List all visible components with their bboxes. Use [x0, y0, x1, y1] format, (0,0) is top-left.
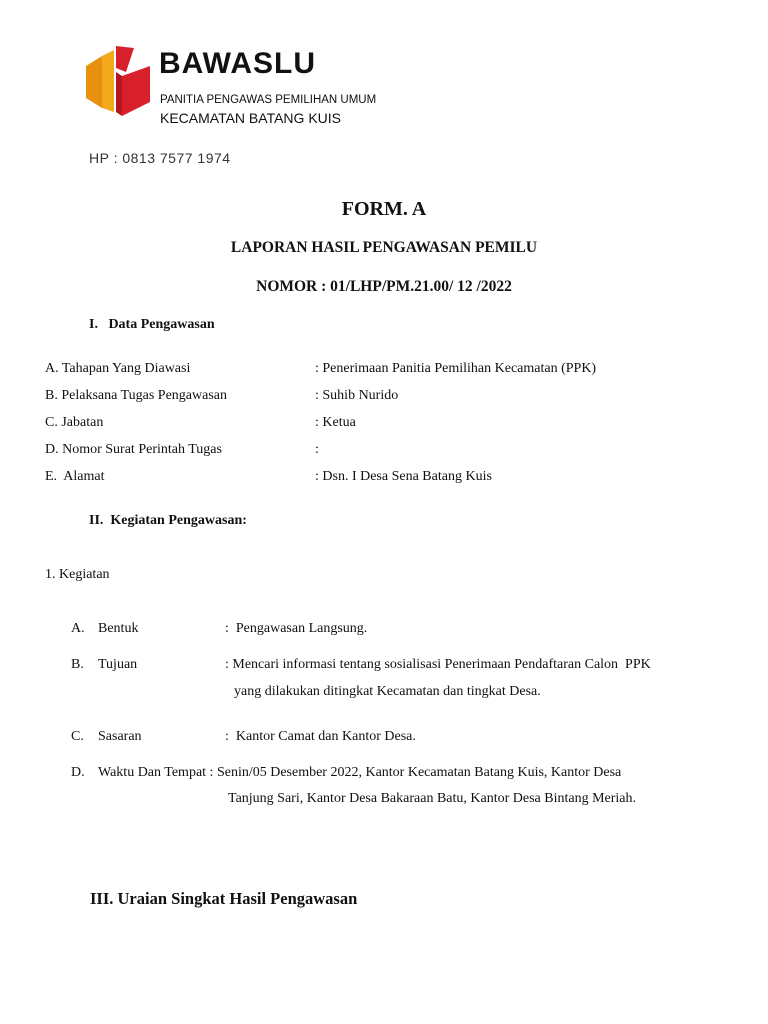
activity-value-continuation: yang dilakukan ditingkat Kecamatan dan tingkat Desa. [234, 684, 541, 699]
data-row-value: : [315, 442, 319, 457]
section-2-heading: II. Kegiatan Pengawasan: [89, 513, 247, 528]
activity-letter: C. [71, 729, 84, 744]
activity-label: Waktu Dan Tempat : Senin/05 Desember 2022, Kantor Kecamatan Batang Kuis, Kantor Desa [98, 765, 622, 780]
organization-subtitle: PANITIA PENGAWAS PEMILIHAN UMUM [160, 94, 377, 106]
data-row-label: D. Nomor Surat Perintah Tugas [45, 442, 222, 457]
phone-number: HP : 0813 7577 1974 [89, 150, 231, 166]
data-row-value: : Suhib Nurido [315, 388, 399, 403]
organization-name: BAWASLU [159, 47, 316, 80]
activity-letter: B. [71, 657, 84, 672]
bawaslu-logo-icon [86, 46, 150, 118]
activity-label: Sasaran [98, 729, 142, 744]
activity-letter: A. [71, 621, 85, 636]
activity-value: : Kantor Camat dan Kantor Desa. [225, 729, 416, 744]
section-3-heading: III. Uraian Singkat Hasil Pengawasan [90, 889, 358, 908]
activity-value: : Mencari informasi tentang sosialisasi Penerimaan Pendaftaran Calon PPK [225, 657, 651, 672]
form-title: FORM. A [341, 198, 427, 220]
data-row-label: A. Tahapan Yang Diawasi [45, 361, 191, 376]
organization-unit: KECAMATAN BATANG KUIS [160, 110, 341, 126]
activity-value-continuation: Tanjung Sari, Kantor Desa Bakaraan Batu, Kantor Desa Bintang Meriah. [228, 791, 637, 806]
data-row-value: : Dsn. I Desa Sena Batang Kuis [315, 469, 492, 484]
section-1-heading: I. Data Pengawasan [89, 317, 215, 332]
data-row-label: C. Jabatan [45, 415, 104, 430]
data-row-label: B. Pelaksana Tugas Pengawasan [45, 388, 227, 403]
activity-heading: 1. Kegiatan [45, 567, 110, 582]
activity-value: : Pengawasan Langsung. [225, 621, 368, 636]
data-row-label: E. Alamat [45, 469, 105, 484]
report-number: NOMOR : 01/LHP/PM.21.00/ 12 /2022 [256, 278, 512, 295]
data-row-value: : Ketua [315, 415, 356, 430]
activity-letter: D. [71, 765, 85, 780]
activity-label: Tujuan [98, 657, 138, 672]
data-row-value: : Penerimaan Panitia Pemilihan Kecamatan (PPK) [315, 361, 597, 376]
activity-label: Bentuk [98, 621, 139, 636]
report-title: LAPORAN HASIL PENGAWASAN PEMILU [230, 239, 538, 256]
